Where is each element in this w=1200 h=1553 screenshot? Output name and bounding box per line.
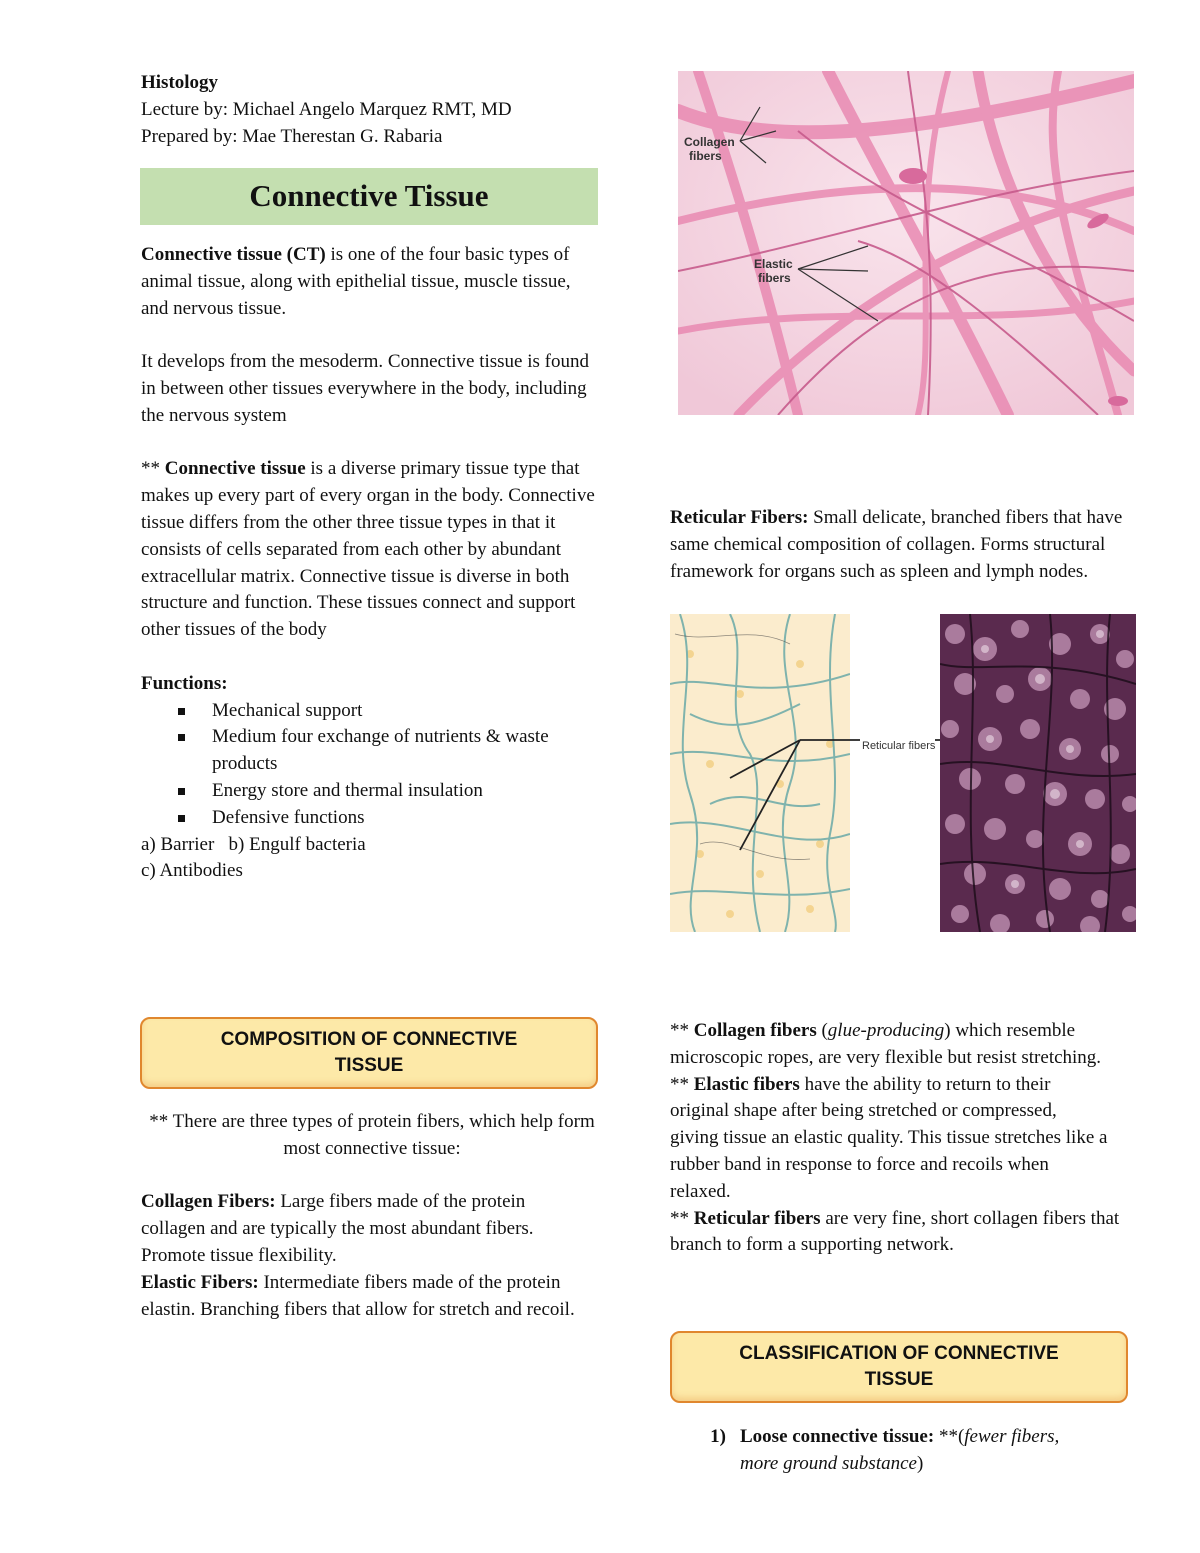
composition-intro: ** There are three types of protein fibers, which help form most connective tissue:	[149, 1111, 595, 1159]
page-title: Connective Tissue	[140, 168, 598, 225]
reticular-fibers-label: Reticular fibers	[862, 733, 935, 760]
preparer-line: Prepared by: Mae Therestan G. Rabaria	[141, 125, 443, 147]
loose-ct-item: Loose connective tissue: **(fewer fibers, more ground substance)	[740, 1426, 1060, 1474]
composition-section	[141, 1109, 603, 1323]
intro-section	[141, 242, 603, 885]
composition-heading-box: COMPOSITION OF CONNECTIVE TISSUE	[140, 1017, 598, 1089]
intro-paragraph-3: ** Connective tissue is a diverse primary tissue type that makes up every part of every organ in the body. Connective tissue differs from the other three tissue types in that it consists of cells separated from each other by abundant extracellular matrix. Connective tissue is diverse in both structure and function. These tissues connect and support other tissues of the body	[141, 458, 595, 641]
reticular-section	[670, 505, 1140, 585]
collagen-elastic-micrograph	[678, 71, 1134, 415]
list-item: Mechanical support	[177, 698, 603, 725]
micrograph-svg	[678, 71, 1134, 415]
elastic-fibers-desc: Elastic Fibers: Intermediate fibers made of the protein elastin. Branching fibers that allow for stretch and recoil.	[141, 1271, 575, 1320]
elastic-label: Elastic fibers	[754, 257, 793, 285]
list-item: Energy store and thermal insulation	[177, 778, 603, 805]
intro-paragraph-1: Connective tissue (CT) is one of the four basic types of animal tissue, along with epithelial tissue, muscle tissue, and nervous tissue.	[141, 244, 571, 319]
list-item: Medium four exchange of nutrients & waste products	[177, 724, 572, 778]
elastic-fibers-note: ** Elastic fibers have the ability to return to their original shape after being stretched or compressed, giving tissue an elastic quality. This tissue stretches like a rubber band in response to force and recoils when relaxed.	[670, 1073, 1108, 1202]
collagen-fibers-note: ** Collagen fibers (glue-producing) which resemble microscopic ropes, are very flexible but resist stretching.	[670, 1020, 1102, 1068]
reticular-fibers-note: ** Reticular fibers are very fine, short collagen fibers that branch to form a supporting network.	[670, 1207, 1120, 1256]
reticular-fibers-micrograph	[940, 614, 1136, 932]
document-header	[141, 70, 603, 150]
collagen-label: Collagen fibers	[684, 135, 735, 163]
classification-list	[670, 1424, 1140, 1478]
classification-heading-box: CLASSIFICATION OF CONNECTIVE TISSUE	[670, 1331, 1128, 1403]
list-item	[670, 1424, 1140, 1478]
functions-list	[141, 698, 603, 832]
lecturer-line: Lecture by: Michael Angelo Marquez RMT, MD	[141, 98, 512, 120]
list-item-number: 1)	[710, 1426, 726, 1447]
list-item: Defensive functions	[177, 805, 603, 832]
subject-title: Histology	[141, 72, 219, 93]
defensive-subitems-2: c) Antibodies	[141, 860, 243, 882]
defensive-subitems-1: a) Barrier b) Engulf bacteria	[141, 833, 366, 855]
collagen-fibers-desc: Collagen Fibers: Large fibers made of the protein collagen and are typically the most abundant fibers. Promote tissue flexibility.	[141, 1191, 534, 1266]
micrograph-svg-2	[940, 614, 1136, 932]
intro-paragraph-2: It develops from the mesoderm. Connective tissue is found in between other tissues everywhere in the body, including the nervous system	[141, 351, 589, 426]
functions-heading: Functions:	[141, 672, 228, 694]
reticular-fibers-desc: Reticular Fibers: Small delicate, branched fibers that have same chemical composition of collagen. Forms structural framework for organs such as spleen and lymph nodes.	[670, 507, 1123, 582]
fiber-notes-section	[670, 1018, 1140, 1259]
